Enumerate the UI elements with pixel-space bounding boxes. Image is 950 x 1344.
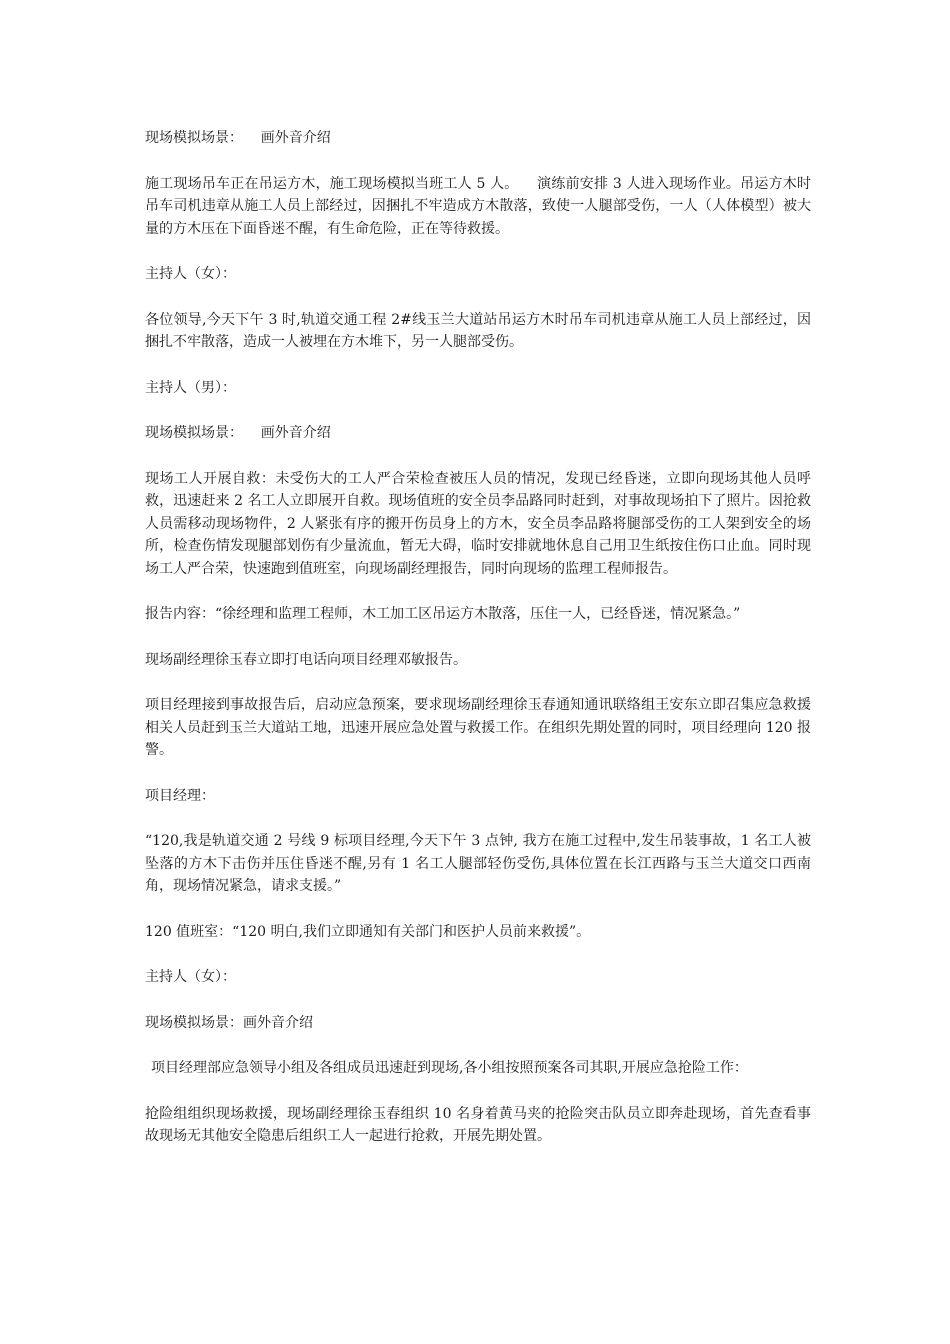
speaker-host-female: 主持人（女）： [145,969,236,985]
document-body [145,127,811,1171]
speaker-project-manager: 项目经理： [145,787,215,804]
emergency-team-arrival: 项目经理部应急领导小组及各组成员迅速赶到现场,各小组按照预案各司其职,开展应急抢险工作： [151,1060,748,1076]
scene-heading: 现场模拟场景： 画外音介绍 [145,130,331,146]
rescue-group-action: 抢险组组织现场救援，现场副经理徐玉春组织 10 名身着黄马夹的抢险突击队员立即奔赴现场，首先查看事故现场无其他安全隐患后组织工人一起进行抢救，开展先期处置。 [145,1105,811,1144]
host-announcement: 各位领导,今天下午 3 时,轨道交通工程 2#线玉兰大道站吊运方木时吊车司机违章从施工人员上部经过，因捆扎不牢散落，造成一人被埋在方木堆下，另一人腿部受伤。 [145,311,811,350]
emergency-call-quote: “120,我是轨道交通 2 号线 9 标项目经理,今天下午 3 点钟, 我方在施工过程中,发生吊装事故，1 名工人被坠落的方木下击伤并压住昏迷不醒,另有 1 名工人腿部轻伤受伤,具体位置在长江西路与玉兰大道交口西南角，现场情况紧急，请求支援。” [145,833,811,894]
report-content: 报告内容：“徐经理和监理工程师，木工加工区吊运方木散落，压住一人，已经昏迷，情况紧急。” [145,606,741,622]
scene-heading: 现场模拟场景：画外音介绍 [145,1014,313,1031]
deputy-manager-report: 现场副经理徐玉春立即打电话向项目经理邓敏报告。 [145,651,467,668]
scene-heading: 现场模拟场景： 画外音介绍 [145,425,331,441]
project-manager-response: 项目经理接到事故报告后，启动应急预案，要求现场副经理徐玉春通知通讯联络组王安东立即召集应急救援相关人员赶到玉兰大道站工地，迅速开展应急处置与救援工作。在组织先期处置的同时，项目经理向 120 报警。 [145,697,811,758]
speaker-host-male: 主持人（男）： [145,379,236,396]
duty-room-reply: 120 值班室：“120 明白,我们立即通知有关部门和医护人员前来救援”。 [145,923,591,940]
self-rescue-paragraph: 现场工人开展自救：未受伤大的工人严合荣检查被压人员的情况，发现已经昏迷，立即向现场其他人员呼救，迅速赶来 2 名工人立即展开自救。现场值班的安全员李品路同时赶到，对事故现场拍下了照片。因抢救人员需移动现场物件，2 人紧张有序的搬开伤员身上的方木，安全员李品路将腿部受伤的工人架到安全的场所，检查伤情发现腿部划伤有少量流血，暂无大碍，临时安排就地休息自己用卫生纸按住伤口止血。同时现场工人严合荣，快速跑到值班室，向现场副经理报告，同时向现场的监理工程师报告。 [145,470,811,577]
speaker-host-female: 主持人（女）： [145,266,236,282]
scene-description: 施工现场吊车正在吊运方木，施工现场模拟当班工人 5 人。 演练前安排 3 人进入现场作业。吊运方木时吊车司机违章从施工人员上部经过，因捆扎不牢造成方木散落，致使一人腿部受伤，一人（人体模型）被大量的方木压在下面昏迷不醒，有生命危险，正在等待救援。 [145,175,811,237]
